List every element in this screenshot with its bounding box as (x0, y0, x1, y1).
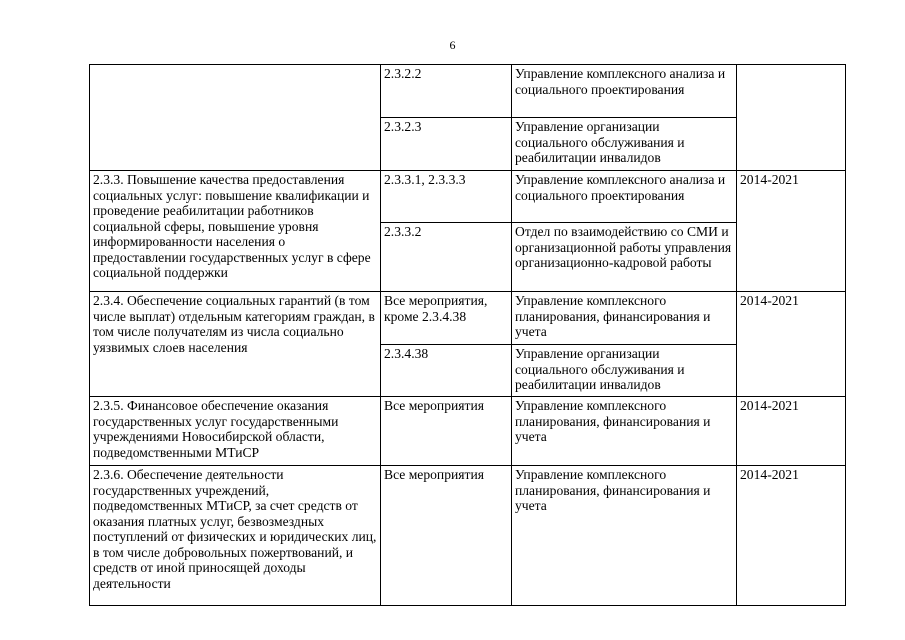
period-cell (737, 65, 846, 171)
measure-code-cell: 2.3.4.38 (381, 345, 512, 397)
section-cell: 2.3.5. Финансовое обеспечение оказания государственных услуг государственными учреждениями Новосибирской области, подведомственными МТиСР (90, 397, 381, 466)
page-number: 6 (449, 38, 456, 52)
measure-code-cell: 2.3.2.2 (381, 65, 512, 118)
period-cell: 2014-2021 (737, 292, 846, 397)
executor-cell: Управление комплексного планирования, финансирования и учета (512, 397, 737, 466)
measure-code-cell: 2.3.3.2 (381, 223, 512, 292)
section-cell: 2.3.3. Повышение качества предоставления социальных услуг: повышение квалификации и проведение реабилитации работников социальной сферы, повышение уровня информированности населения о предоставлении государственных услуг в сфере социальной поддержки (90, 171, 381, 292)
table-row (90, 397, 846, 466)
measure-code-cell: Все мероприятия, кроме 2.3.4.38 (381, 292, 512, 345)
section-cell (90, 65, 381, 171)
executor-cell: Управление организации социального обслуживания и реабилитации инвалидов (512, 118, 737, 171)
executor-cell: Управление комплексного планирования, финансирования и учета (512, 466, 737, 606)
measure-code-cell: Все мероприятия (381, 466, 512, 606)
measures-table (89, 64, 846, 606)
table-row (90, 65, 846, 118)
executor-cell: Управление организации социального обслуживания и реабилитации инвалидов (512, 345, 737, 397)
period-cell: 2014-2021 (737, 397, 846, 466)
period-cell: 2014-2021 (737, 171, 846, 292)
measure-code-cell: Все мероприятия (381, 397, 512, 466)
period-cell: 2014-2021 (737, 466, 846, 606)
measure-code-cell: 2.3.2.3 (381, 118, 512, 171)
table-row (90, 466, 846, 606)
section-cell: 2.3.4. Обеспечение социальных гарантий (в том числе выплат) отдельным категориям граждан, в том числе получателям из числа социально уязвимых слоев населения (90, 292, 381, 397)
table-row (90, 171, 846, 223)
executor-cell: Управление комплексного анализа и социального проектирования (512, 171, 737, 223)
executor-cell: Управление комплексного анализа и социального проектирования (512, 65, 737, 118)
executor-cell: Отдел по взаимодействию со СМИ и организационной работы управления организационно-кадровой работы (512, 223, 737, 292)
section-cell: 2.3.6. Обеспечение деятельности государственных учреждений, подведомственных МТиСР, за счет средств от оказания платных услуг, безвозмездных поступлений от физических и юридических лиц, в том числе добровольных пожертвований, и средств от иной приносящей доходы деятельности (90, 466, 381, 606)
table-row (90, 292, 846, 345)
executor-cell: Управление комплексного планирования, финансирования и учета (512, 292, 737, 345)
measure-code-cell: 2.3.3.1, 2.3.3.3 (381, 171, 512, 223)
